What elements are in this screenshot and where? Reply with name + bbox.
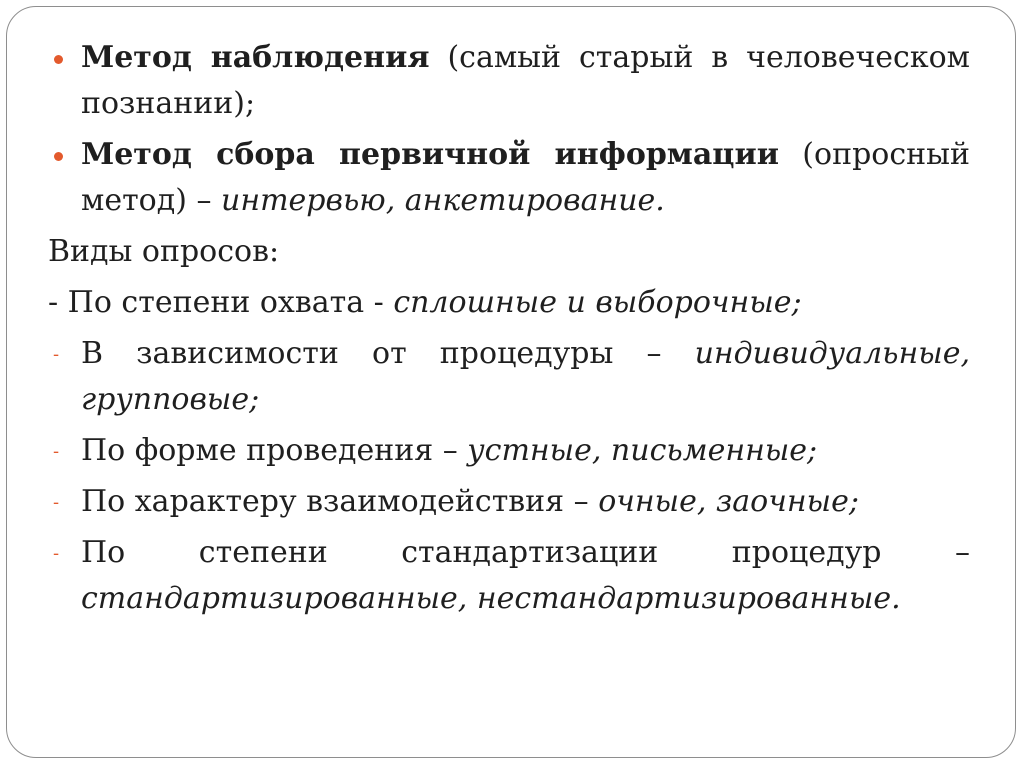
survey-type-standardization [48, 530, 970, 622]
bullet-observation-method [48, 35, 970, 127]
survey-type-coverage-text: - По степени охвата - [48, 285, 394, 320]
survey-type-standardization-values: стандартизированные, нестандартизированные. [81, 581, 901, 616]
bullet-dot-icon [54, 152, 63, 161]
dash-marker-icon: - [53, 344, 60, 365]
survey-types-heading: Виды опросов: [48, 234, 280, 269]
survey-type-coverage-values: сплошные и выборочные; [393, 285, 802, 320]
dash-marker-icon: - [53, 492, 60, 513]
slide-frame [6, 6, 1016, 758]
dash-marker-icon: - [53, 543, 60, 564]
survey-type-coverage [48, 280, 970, 326]
survey-type-procedure-text: В зависимости от процедуры – [81, 336, 695, 371]
dash-marker-icon: - [53, 441, 60, 462]
bullet-survey-method [48, 132, 970, 224]
survey-method-title: Метод сбора первичной информации [81, 137, 779, 172]
survey-method-examples: интервью, анкетирование. [221, 183, 665, 218]
survey-type-interaction-values: очные, заочные; [598, 484, 859, 519]
survey-type-form-text: По форме проведения – [81, 433, 468, 468]
survey-method-text: (опросный метод) – [81, 137, 970, 218]
observation-method-text: (самый старый в человеческом познании); [81, 40, 970, 121]
observation-method-title: Метод наблюдения [81, 40, 430, 75]
survey-type-form [48, 428, 970, 474]
survey-type-standardization-text: По степени стандартизации процедур – [81, 535, 970, 570]
survey-type-interaction-text: По характеру взаимодействия – [81, 484, 599, 519]
survey-type-procedure-values: индивидуальные, групповые; [81, 336, 970, 417]
bullet-dot-icon [54, 55, 63, 64]
survey-type-procedure [48, 331, 970, 423]
survey-type-form-values: устные, письменные; [467, 433, 818, 468]
survey-type-interaction [48, 479, 970, 525]
slide-content [48, 35, 970, 627]
